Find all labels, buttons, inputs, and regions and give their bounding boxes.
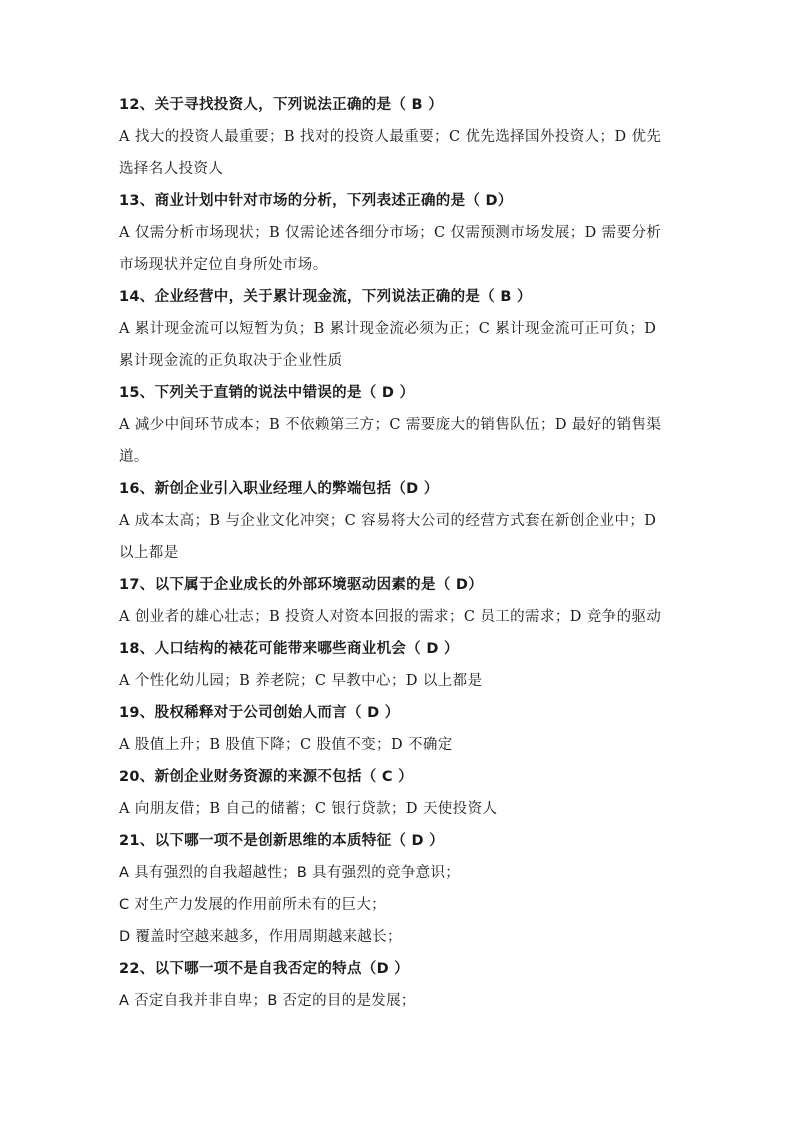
question-20: 20、新创企业财务资源的来源不包括（ C ） [119,769,414,785]
question-14: 14、企业经营中，关于累计现金流，下列说法正确的是（ B ） [119,289,532,305]
question-17-options-line-1: A 创业者的雄心壮志；B 投资人对资本回报的需求；C 员工的需求；D 竞争的驱动 [119,609,662,625]
question-20-options-line-1: A 向朋友借；B 自己的储蓄；C 银行贷款；D 天使投资人 [119,801,498,817]
question-21-options-line-1: A 具有强烈的自我超越性；B 具有强烈的竞争意识； [119,865,461,881]
question-19: 19、股权稀释对于公司创始人而言（ D ） [119,705,400,721]
question-19-options-line-1: A 股值上升；B 股值下降；C 股值不变；D 不确定 [119,737,453,753]
question-14-options-line-2: 累计现金流的正负取决于企业性质 [119,353,343,369]
question-17: 17、以下属于企业成长的外部环境驱动因素的是（ D） [119,577,484,593]
question-15-options-line-2: 道。 [119,449,149,465]
question-13: 13、商业计划中针对市场的分析，下列表述正确的是（ D） [119,193,513,209]
question-13-options-line-2: 市场现状并定位自身所处市场。 [119,257,328,273]
question-14-options-line-1: A 累计现金流可以短暂为负；B 累计现金流必须为正；C 累计现金流可正可负；D [119,321,657,337]
question-16-options-line-1: A 成本太高；B 与企业文化冲突；C 容易将大公司的经营方式套在新创企业中；D [119,513,657,529]
question-22-options-line-1: A 否定自我并非自卑；B 否定的目的是发展； [119,993,416,1009]
question-16-options-line-2: 以上都是 [119,545,179,561]
question-16: 16、新创企业引入职业经理人的弊端包括（D ） [119,481,439,497]
question-21-options-line-3: D 覆盖时空越来越多，作用周期越来越长； [119,929,402,945]
question-15-options-line-1: A 减少中间环节成本；B 不依赖第三方；C 需要庞大的销售队伍；D 最好的销售渠 [119,417,662,433]
question-12: 12、关于寻找投资人，下列说法正确的是（ B ） [119,97,444,113]
question-18: 18、人口结构的裱花可能带来哪些商业机会（ D ） [119,641,459,657]
question-18-options-line-1: A 个性化幼儿园；B 养老院；C 早教中心；D 以上都是 [119,673,483,689]
question-13-options-line-1: A 仅需分析市场现状；B 仅需论述各细分市场；C 仅需预测市场发展；D 需要分析 [119,225,662,241]
question-15: 15、下列关于直销的说法中错误的是（ D ） [119,385,415,401]
question-12-options-line-2: 选择名人投资人 [119,161,224,177]
question-21-options-line-2: C 对生产力发展的作用前所未有的巨大； [119,897,386,913]
question-22: 22、以下哪一项不是自我否定的特点（D ） [119,961,410,977]
question-12-options-line-1: A 找大的投资人最重要；B 找对的投资人最重要；C 优先选择国外投资人；D 优先 [119,129,662,145]
question-21: 21、以下哪一项不是创新思维的本质特征（ D ） [119,833,445,849]
